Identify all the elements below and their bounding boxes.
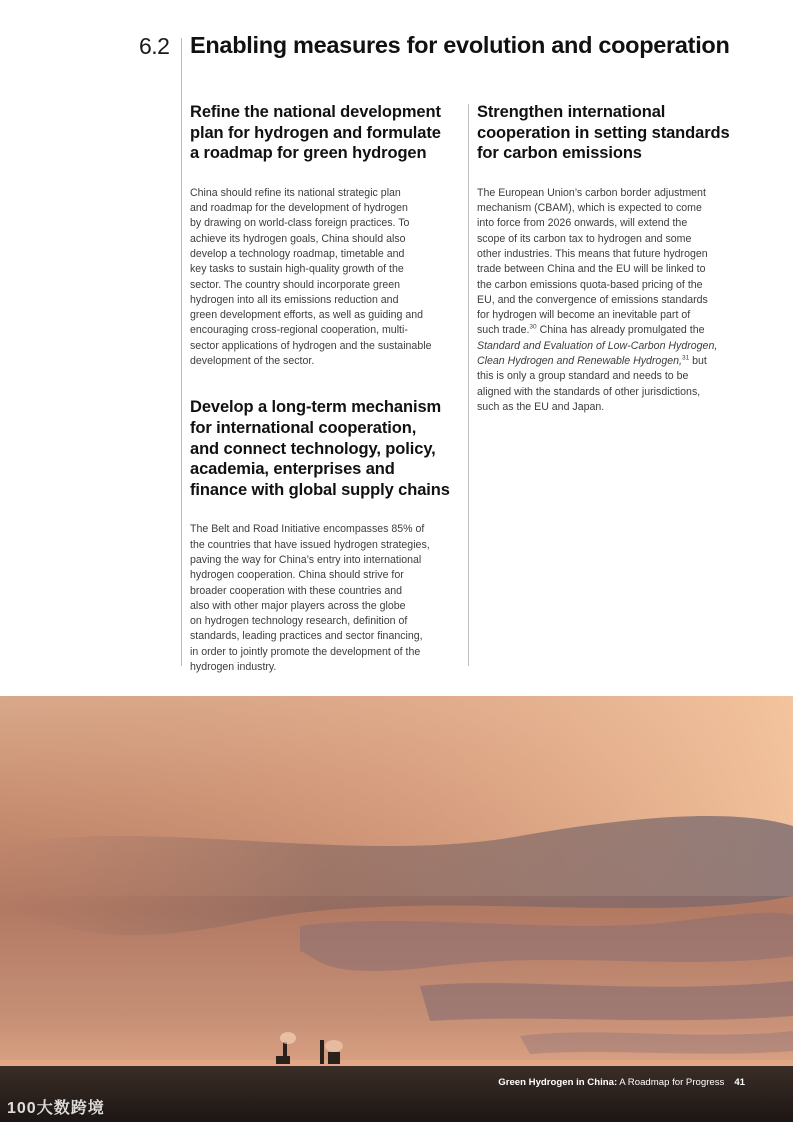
page-number: 41	[734, 1077, 745, 1088]
left-column	[190, 102, 462, 675]
standard-title-italic: Standard and Evaluation of Low-Carbon Hydrogen,	[477, 339, 718, 352]
footnote-31: 31	[681, 354, 690, 362]
paragraph-national-plan: China should refine its national strategic plan and roadmap for the development of hydrogen by drawing on world-class foreign practices. To achieve its hydrogen goals, China should also develop a technology roadmap, timetable and key tasks to sustain high-quality growth of the sector. The country should incorporate green hydrogen into all its emissions reduction and green development efforts, as well as guiding and encouraging cross-regional cooperation, multi- sector applications of hydrogen and the sustainable development of the sector.	[190, 186, 432, 368]
report-title: Green Hydrogen in China:	[498, 1077, 618, 1088]
paragraph-international-mechanism: The Belt and Road Initiative encompasses 85% of the countries that have issued hydrogen strategies, paving the way for China’s entry into international hydrogen cooperation. China should strive for broader cooperation with these countries and also with other major players across the globe on hydrogen technology research, definition of standards, leading practices and sector financing, in order to jointly promote the development of the hydrogen industry.	[190, 523, 430, 673]
column-divider	[468, 104, 469, 666]
paragraph-carbon-standards: The European Union’s carbon border adjustment mechanism (CBAM), which is expected to come into force from 2026 onwards, will extend the scope of its carbon tax to hydrogen and some other industries. This means that future hydrogen trade between China and the EU will be linked to the carbon emissions quota-based pricing of the EU, and the convergence of emissions standards for hydrogen will become an inevitable part of such trade.$^{30}$ China has already promulgated the Standard and Evaluation of Low-Carbon Hydrogen, Clean Hydrogen and Renewable Hydrogen,$^{31}$ but this is only a group standard and needs to be aligned with the standards of other jurisdictions, such as the EU and Japan.	[477, 186, 718, 413]
right-column	[477, 102, 749, 415]
header-divider	[181, 38, 182, 666]
heading-international-mechanism: Develop a long-term mechanism for international cooperation, and connect technology, policy, academia, enterprises and finance with global supply chains	[190, 398, 450, 499]
report-subtitle: A Roadmap for Progress	[617, 1077, 725, 1088]
page-footer	[498, 1077, 745, 1088]
heading-carbon-standards: Strengthen international cooperation in setting standards for carbon emissions	[477, 103, 730, 163]
sunset-photo	[0, 696, 793, 1122]
watermark-logo: 100大数跨境	[7, 1100, 105, 1117]
footnote-30: 30	[529, 323, 537, 331]
section-title: Enabling measures for evolution and cooperation	[190, 32, 730, 58]
heading-national-plan: Refine the national development plan for hydrogen and formulate a roadmap for green hydrogen	[190, 103, 441, 163]
section-number: 6.2	[139, 33, 170, 59]
